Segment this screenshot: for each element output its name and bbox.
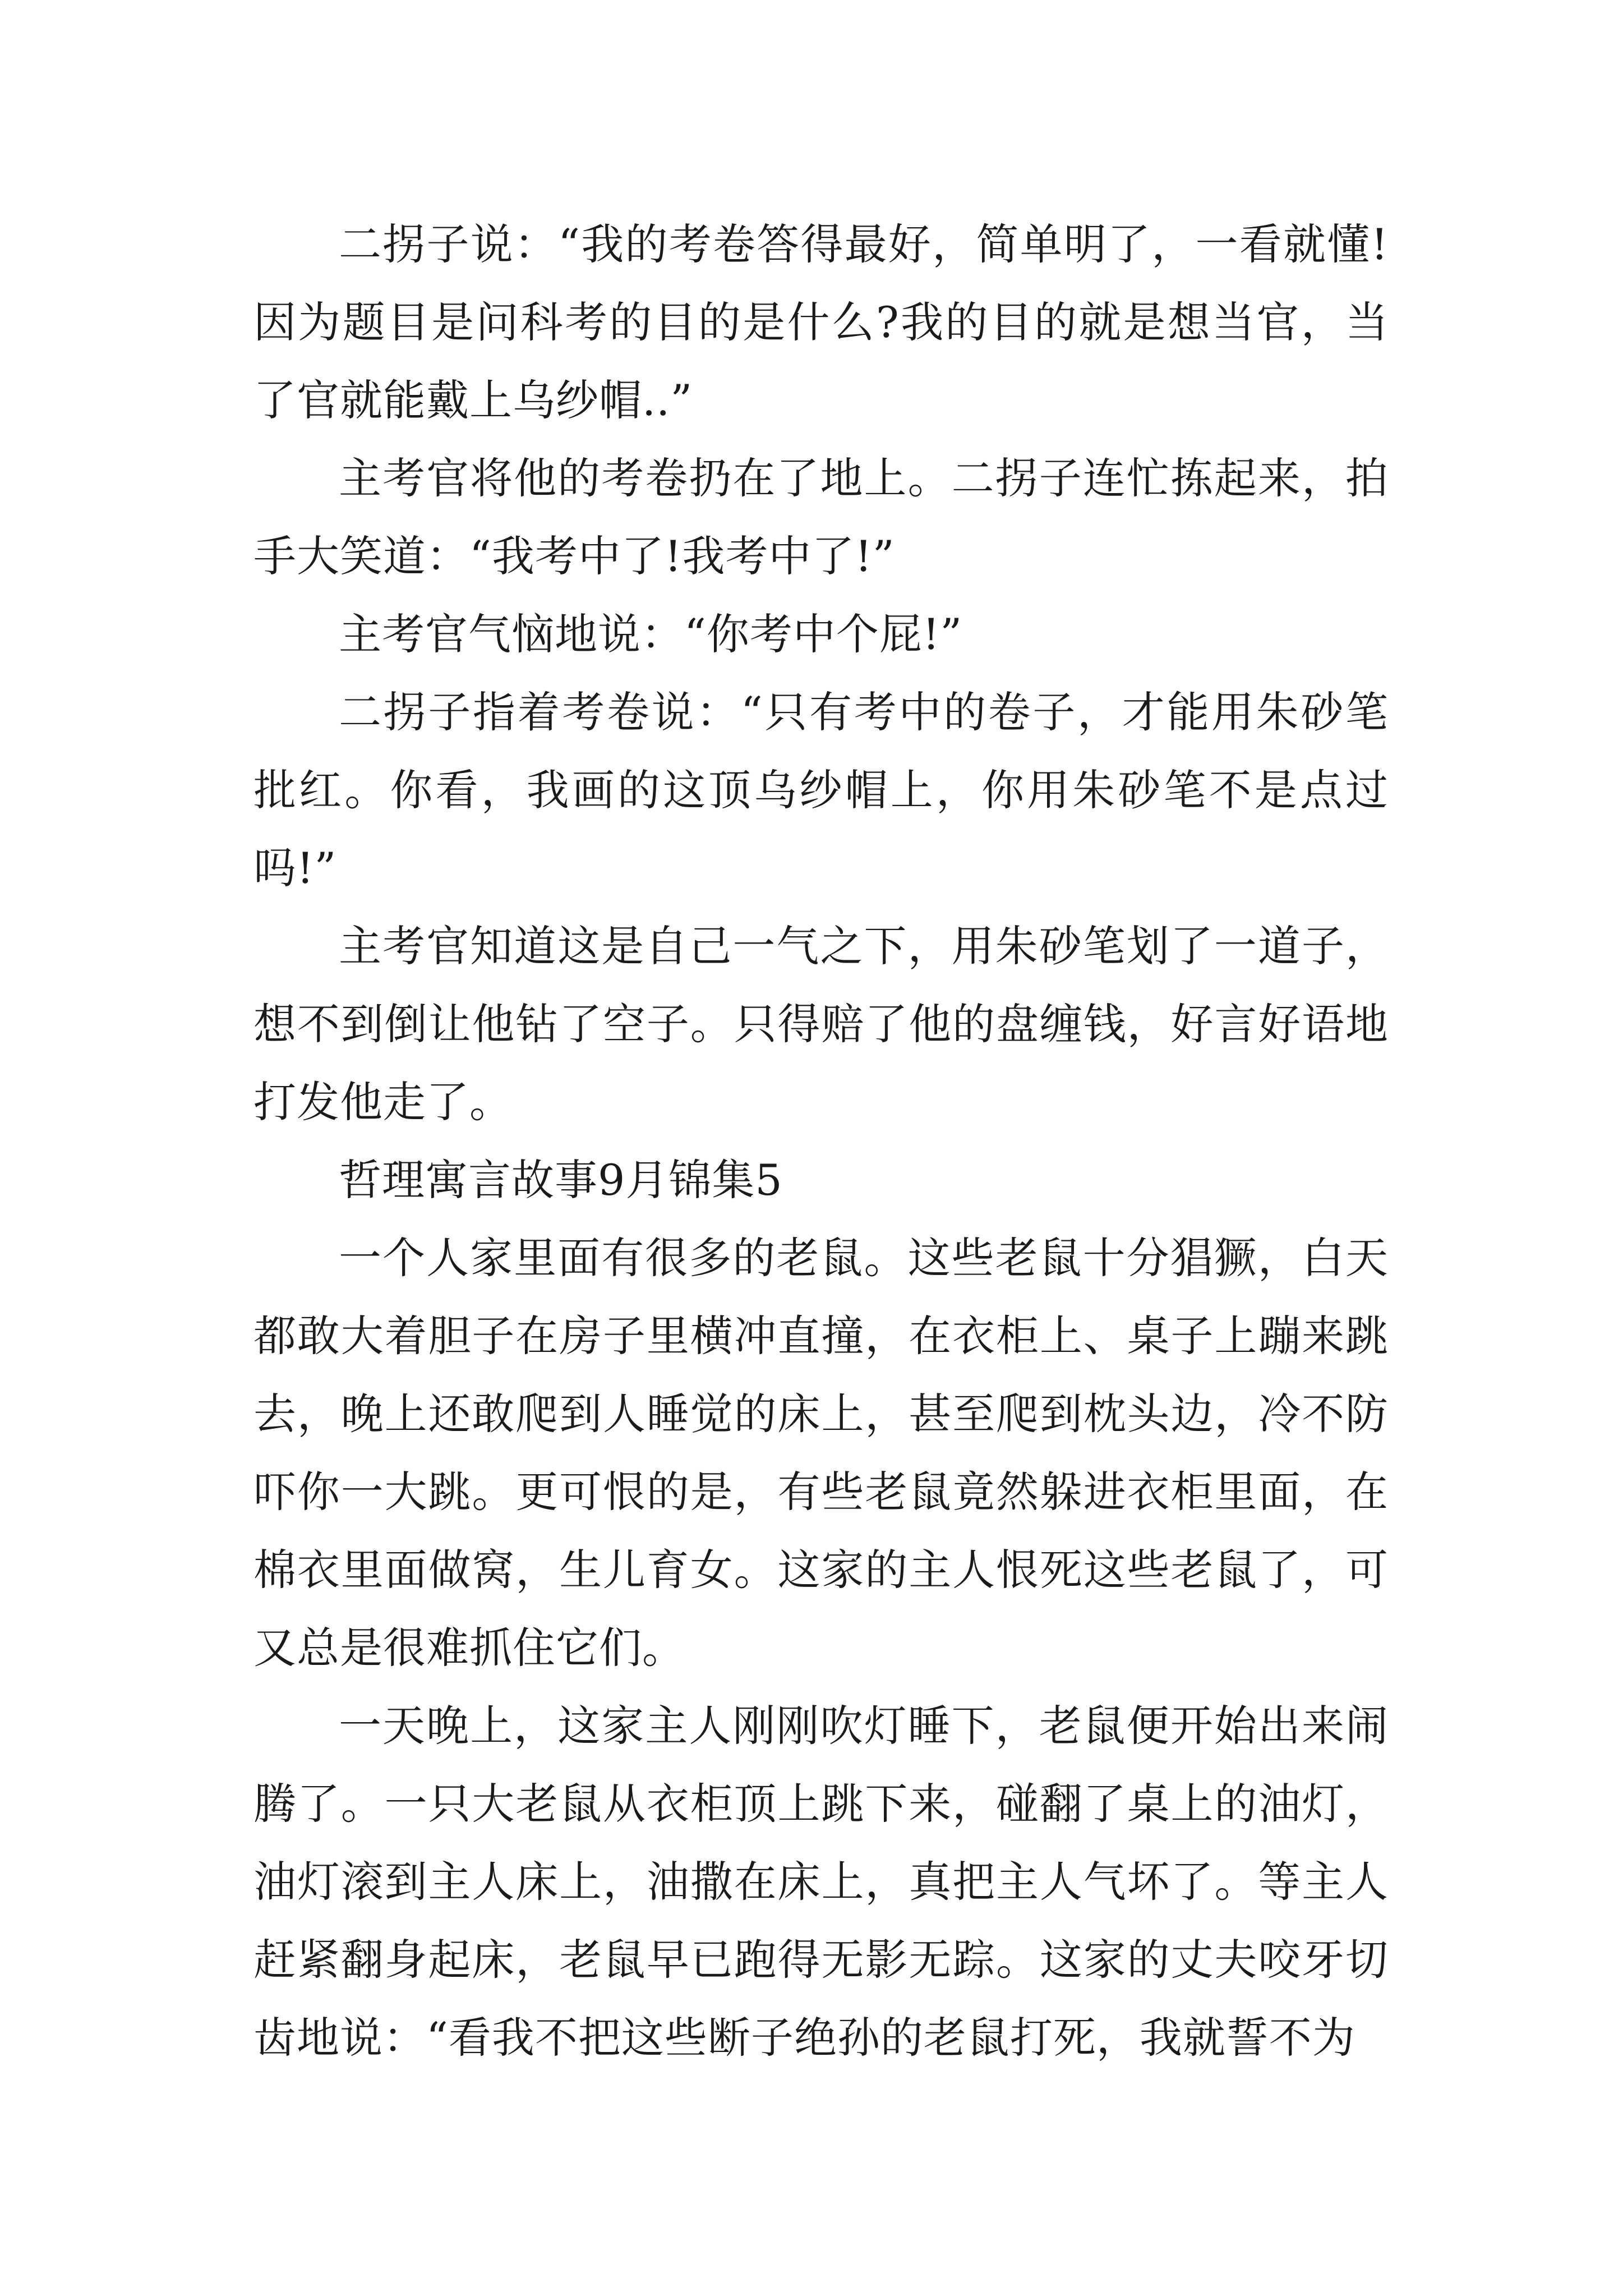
document-body	[253, 205, 1389, 2077]
paragraph-6: 一个人家里面有很多的老鼠。这些老鼠十分猖獗，白天都敢大着胆子在房子里横冲直撞，在衣柜上、桌子上蹦来跳去，晚上还敢爬到人睡觉的床上，甚至爬到枕头边，冷不防吓你一大跳。更可恨的是，有些老鼠竟然躲进衣柜里面，在棉衣里面做窝，生儿育女。这家的主人恨死这些老鼠了，可又总是很难抓住它们。	[253, 1233, 1389, 1673]
section-heading: 哲理寓言故事9月锦集5	[339, 1155, 783, 1205]
paragraph-1: 二拐子说：“我的考卷答得最好，简单明了，一看就懂!因为题目是问科考的目的是什么?我的目的就是想当官，当了官就能戴上乌纱帽..”	[253, 219, 1389, 425]
paragraph-7: 一天晚上，这家主人刚刚吹灯睡下，老鼠便开始出来闹腾了。一只大老鼠从衣柜顶上跳下来，碰翻了桌上的油灯，油灯滚到主人床上，油撒在床上，真把主人气坏了。等主人赶紧翻身起床，老鼠早已跑得无影无踪。这家的丈夫咬牙切齿地说：“看我不把这些断子绝孙的老鼠打死，我就誓不为	[253, 1701, 1389, 2063]
paragraph-3: 主考官气恼地说：“你考中个屁!”	[339, 609, 963, 659]
paragraph-5: 主考官知道这是自己一气之下，用朱砂笔划了一道子，想不到倒让他钻了空子。只得赔了他的盘缠钱，好言好语地打发他走了。	[253, 921, 1389, 1127]
paragraph-4: 二拐子指着考卷说：“只有考中的卷子，才能用朱砂笔批红。你看，我画的这顶乌纱帽上，你用朱砂笔不是点过吗!”	[253, 687, 1389, 893]
paragraph-2: 主考官将他的考卷扔在了地上。二拐子连忙拣起来，拍手大笑道：“我考中了!我考中了!”	[253, 453, 1389, 581]
